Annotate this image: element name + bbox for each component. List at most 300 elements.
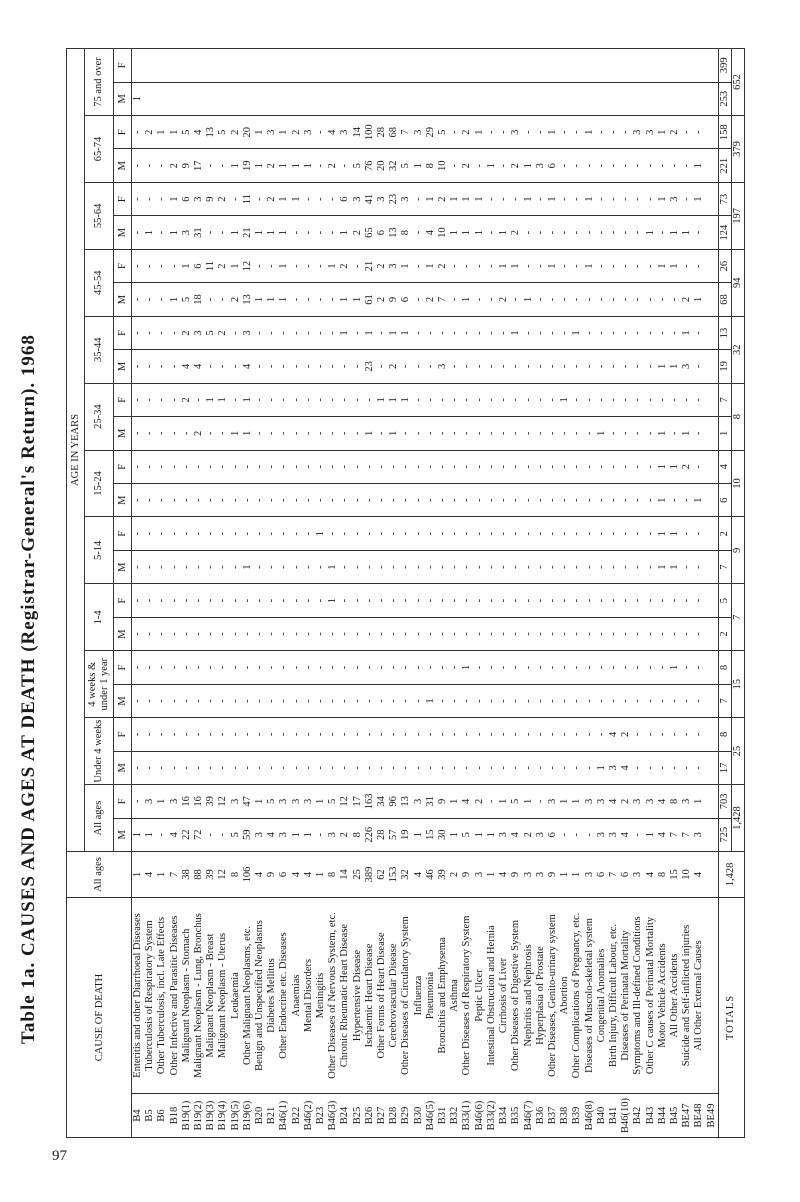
total-by-sex: 2 xyxy=(718,517,731,550)
cell-value: - xyxy=(498,116,510,149)
cell-value: - xyxy=(523,584,535,617)
cell-value: 1 xyxy=(425,684,437,717)
cell-value: - xyxy=(474,450,486,483)
cell-value: - xyxy=(156,383,168,416)
cell-value: - xyxy=(523,617,535,650)
cell-value: - xyxy=(254,651,266,684)
cell-value: 59 xyxy=(242,818,254,851)
cell-value: - xyxy=(400,718,412,751)
cell-value xyxy=(156,82,168,115)
cell-value: - xyxy=(132,684,145,717)
cell-value: - xyxy=(315,350,327,383)
cell-value: - xyxy=(584,450,596,483)
cell-value: - xyxy=(339,718,351,751)
cell-value: - xyxy=(645,584,657,617)
cell-value: 1 xyxy=(291,182,303,215)
cell-value xyxy=(706,651,719,684)
cell-value: - xyxy=(144,584,156,617)
cell-value: - xyxy=(132,249,145,282)
cell-value: - xyxy=(169,383,181,416)
cell-value xyxy=(706,383,719,416)
cell-value xyxy=(693,49,705,83)
cell-value: 1 xyxy=(339,216,351,249)
cell-value xyxy=(535,49,547,83)
cell-value: 1 xyxy=(449,818,461,851)
cell-value: 1 xyxy=(645,216,657,249)
cell-value: - xyxy=(327,651,339,684)
cell-value: 1 xyxy=(681,417,693,450)
cell-value: - xyxy=(693,383,705,416)
cell-value: - xyxy=(315,182,327,215)
cell-value: - xyxy=(291,417,303,450)
age-group-header: 5-14 xyxy=(85,517,114,584)
cell-value: - xyxy=(242,484,254,517)
cause-name: All Other Accidents xyxy=(669,897,681,1093)
all-ages-value: 32 xyxy=(400,851,412,897)
cell-value: 1 xyxy=(425,249,437,282)
cell-value: - xyxy=(571,751,583,784)
table-row xyxy=(669,49,681,1138)
age-group-header: 15-24 xyxy=(85,450,114,517)
cell-value: 3 xyxy=(278,785,290,818)
cell-value: - xyxy=(169,684,181,717)
total-by-sex: 73 xyxy=(718,182,731,215)
cell-value: - xyxy=(596,584,608,617)
cell-value: - xyxy=(205,751,217,784)
cell-value: 4 xyxy=(620,751,632,784)
cell-value xyxy=(205,82,217,115)
cell-value: 163 xyxy=(364,785,376,818)
cell-value: 1 xyxy=(657,350,669,383)
cell-value: - xyxy=(681,149,693,182)
cell-value xyxy=(449,82,461,115)
cell-value xyxy=(181,82,193,115)
all-ages-value: 3 xyxy=(474,851,486,897)
cell-value: 1 xyxy=(364,417,376,450)
cell-value: - xyxy=(620,450,632,483)
cell-value: - xyxy=(315,751,327,784)
cell-value: - xyxy=(156,283,168,316)
cell-value: - xyxy=(596,249,608,282)
cell-value: - xyxy=(584,383,596,416)
cause-code: B46(8) xyxy=(584,1094,596,1138)
cell-value: - xyxy=(474,584,486,617)
cell-value: 3 xyxy=(547,785,559,818)
cell-value: - xyxy=(278,316,290,349)
cell-value: - xyxy=(486,417,498,450)
cell-value: - xyxy=(437,450,449,483)
cell-value: - xyxy=(681,249,693,282)
cell-value: - xyxy=(571,718,583,751)
table-row xyxy=(315,49,327,1138)
cell-value: - xyxy=(535,249,547,282)
cell-value: - xyxy=(632,617,644,650)
cell-value: 41 xyxy=(364,182,376,215)
cell-value: 1 xyxy=(449,182,461,215)
cell-value: - xyxy=(608,249,620,282)
cell-value xyxy=(352,82,364,115)
cell-value: - xyxy=(388,718,400,751)
cell-value: - xyxy=(486,216,498,249)
cell-value: - xyxy=(559,818,571,851)
cause-name: Mental Disorders xyxy=(303,897,315,1093)
cell-value: 13 xyxy=(242,283,254,316)
cell-value: - xyxy=(535,751,547,784)
cell-value: 3 xyxy=(510,116,522,149)
cell-value: - xyxy=(254,417,266,450)
cell-value: 5 xyxy=(461,818,473,851)
cell-value: - xyxy=(242,517,254,550)
cell-value: - xyxy=(461,249,473,282)
cell-value: - xyxy=(523,116,535,149)
cell-value: - xyxy=(291,550,303,583)
cell-value: - xyxy=(498,684,510,717)
cell-value: 7 xyxy=(400,116,412,149)
cell-value: 1 xyxy=(400,383,412,416)
cell-value: - xyxy=(291,249,303,282)
cell-value xyxy=(706,550,719,583)
cell-value: - xyxy=(376,450,388,483)
all-ages-value: 153 xyxy=(388,851,400,897)
cell-value: - xyxy=(571,249,583,282)
cell-value xyxy=(327,82,339,115)
cell-value: 1 xyxy=(657,182,669,215)
cell-value: - xyxy=(681,182,693,215)
cell-value: - xyxy=(339,517,351,550)
cell-value: - xyxy=(449,718,461,751)
total-persons: 25 xyxy=(731,718,744,785)
cell-value: - xyxy=(315,684,327,717)
total-persons: 10 xyxy=(731,450,744,517)
cell-value xyxy=(706,684,719,717)
cause-code: B30 xyxy=(413,1094,425,1138)
cell-value: - xyxy=(266,350,278,383)
cell-value: - xyxy=(608,450,620,483)
cause-name: Anaemias xyxy=(291,897,303,1093)
cell-value: - xyxy=(169,417,181,450)
cell-value: 2 xyxy=(669,116,681,149)
cause-code: B41 xyxy=(608,1094,620,1138)
cell-value: 2 xyxy=(620,785,632,818)
cause-code: B23 xyxy=(315,1094,327,1138)
sex-header-f: F xyxy=(114,249,132,282)
table-row xyxy=(230,49,242,1138)
cell-value: - xyxy=(584,751,596,784)
cell-value: - xyxy=(535,450,547,483)
cell-value: - xyxy=(315,484,327,517)
all-ages-value: 1 xyxy=(132,851,145,897)
cell-value: 3 xyxy=(693,818,705,851)
cell-value: - xyxy=(242,450,254,483)
cell-value: - xyxy=(400,484,412,517)
cell-value: 4 xyxy=(425,216,437,249)
all-ages-value: 4 xyxy=(693,851,705,897)
cell-value: 1 xyxy=(669,350,681,383)
cell-value: 9 xyxy=(437,785,449,818)
cause-name: Other Diseases of Respiratory System xyxy=(461,897,473,1093)
cell-value xyxy=(706,316,719,349)
cell-value: - xyxy=(486,584,498,617)
cell-value: - xyxy=(632,651,644,684)
cell-value: 6 xyxy=(547,149,559,182)
total-by-sex: 13 xyxy=(718,316,731,349)
cell-value: 1 xyxy=(669,651,681,684)
cell-value: - xyxy=(254,249,266,282)
cell-value: - xyxy=(523,684,535,717)
sex-header-f: F xyxy=(114,450,132,483)
cell-value xyxy=(657,82,669,115)
cell-value: 12 xyxy=(339,785,351,818)
mortality-table xyxy=(66,48,745,1138)
cell-value: 2 xyxy=(498,283,510,316)
cell-value: 8 xyxy=(400,216,412,249)
cell-value: 1 xyxy=(498,216,510,249)
cell-value: 4 xyxy=(608,785,620,818)
table-row xyxy=(559,49,571,1138)
total-persons: 94 xyxy=(731,249,744,316)
cell-value: 28 xyxy=(376,818,388,851)
cell-value: - xyxy=(474,751,486,784)
cell-value: - xyxy=(681,383,693,416)
cell-value: 1 xyxy=(388,383,400,416)
cause-code: B6 xyxy=(156,1094,168,1138)
cell-value: - xyxy=(547,751,559,784)
cell-value: 13 xyxy=(205,116,217,149)
cell-value: 1 xyxy=(400,249,412,282)
cell-value: - xyxy=(266,651,278,684)
cell-value xyxy=(291,49,303,83)
cell-value xyxy=(559,49,571,83)
cell-value: - xyxy=(205,818,217,851)
cause-code: B46(7) xyxy=(523,1094,535,1138)
cell-value: 2 xyxy=(217,316,229,349)
cell-value: 22 xyxy=(181,818,193,851)
cell-value: - xyxy=(547,718,559,751)
cell-value: 2 xyxy=(523,818,535,851)
total-persons: 197 xyxy=(731,182,744,249)
cell-value: - xyxy=(510,484,522,517)
cause-name: Other Diseases of Nervous System, etc. xyxy=(327,897,339,1093)
cell-value: 2 xyxy=(169,149,181,182)
cell-value: - xyxy=(596,718,608,751)
cell-value xyxy=(706,249,719,282)
total-by-sex: 158 xyxy=(718,116,731,149)
cell-value: 9 xyxy=(388,283,400,316)
cell-value: - xyxy=(559,350,571,383)
cell-value: 7 xyxy=(437,283,449,316)
cell-value: - xyxy=(327,216,339,249)
cell-value: 3 xyxy=(608,751,620,784)
cell-value: 1 xyxy=(510,249,522,282)
table-row xyxy=(596,49,608,1138)
cell-value: - xyxy=(266,751,278,784)
cell-value: - xyxy=(486,316,498,349)
sex-header-m: M xyxy=(114,149,132,182)
cell-value: 3 xyxy=(352,182,364,215)
cell-value: - xyxy=(547,450,559,483)
cell-value: 1 xyxy=(559,383,571,416)
cell-value: - xyxy=(571,383,583,416)
cell-value: 1 xyxy=(376,383,388,416)
cell-value: 1 xyxy=(230,249,242,282)
cell-value: 3 xyxy=(181,216,193,249)
cause-code: B36 xyxy=(535,1094,547,1138)
cell-value xyxy=(547,82,559,115)
cell-value: 1 xyxy=(559,785,571,818)
sex-header-f: F xyxy=(114,316,132,349)
cell-value xyxy=(144,82,156,115)
cell-value: - xyxy=(132,350,145,383)
cell-value: - xyxy=(657,617,669,650)
cell-value: - xyxy=(364,517,376,550)
cell-value: - xyxy=(657,584,669,617)
cell-value: - xyxy=(132,584,145,617)
cause-code: B31 xyxy=(437,1094,449,1138)
cell-value: - xyxy=(278,550,290,583)
table-row xyxy=(352,49,364,1138)
cell-value: 1 xyxy=(217,383,229,416)
cell-value: - xyxy=(693,417,705,450)
cell-value: 3 xyxy=(303,785,315,818)
cause-name: Other Malignant Neoplasms, etc. xyxy=(242,897,254,1093)
all-ages-value: 62 xyxy=(376,851,388,897)
cell-value: 72 xyxy=(193,818,205,851)
cell-value: 2 xyxy=(217,249,229,282)
sex-header-f: F xyxy=(114,651,132,684)
cell-value: 2 xyxy=(181,316,193,349)
cell-value: - xyxy=(486,249,498,282)
cell-value: - xyxy=(376,617,388,650)
cell-value: - xyxy=(156,818,168,851)
cell-value: - xyxy=(608,350,620,383)
cell-value: - xyxy=(291,484,303,517)
cell-value: - xyxy=(352,316,364,349)
cell-value: - xyxy=(571,149,583,182)
cell-value: - xyxy=(571,450,583,483)
cell-value xyxy=(181,49,193,83)
total-by-sex: 124 xyxy=(718,216,731,249)
sex-header-f: F xyxy=(114,49,132,83)
cell-value: 3 xyxy=(193,182,205,215)
cell-value: - xyxy=(510,350,522,383)
cell-value: - xyxy=(510,584,522,617)
cell-value: - xyxy=(535,617,547,650)
cell-value: - xyxy=(425,450,437,483)
cell-value: - xyxy=(388,684,400,717)
cell-value: - xyxy=(205,417,217,450)
cell-value xyxy=(388,49,400,83)
table-row xyxy=(193,49,205,1138)
cause-code: B39 xyxy=(571,1094,583,1138)
cell-value: - xyxy=(449,517,461,550)
cause-name: Cerebrovascular Disease xyxy=(388,897,400,1093)
cell-value: - xyxy=(608,182,620,215)
cell-value: - xyxy=(376,350,388,383)
cell-value: 3 xyxy=(144,785,156,818)
cell-value: - xyxy=(608,517,620,550)
cell-value: - xyxy=(339,550,351,583)
cell-value: 1 xyxy=(242,417,254,450)
cell-value: - xyxy=(596,450,608,483)
cell-value: - xyxy=(559,517,571,550)
cell-value: - xyxy=(230,617,242,650)
cell-value: - xyxy=(523,517,535,550)
table-row xyxy=(645,49,657,1138)
cell-value: - xyxy=(376,584,388,617)
cell-value: - xyxy=(388,484,400,517)
cell-value: - xyxy=(144,718,156,751)
cell-value: - xyxy=(230,684,242,717)
cell-value: - xyxy=(352,550,364,583)
sex-header-m: M xyxy=(114,550,132,583)
cell-value: - xyxy=(584,417,596,450)
cell-value xyxy=(169,82,181,115)
cell-value: 4 xyxy=(181,350,193,383)
cell-value: - xyxy=(645,316,657,349)
cell-value: - xyxy=(193,684,205,717)
cell-value: - xyxy=(388,550,400,583)
cell-value: - xyxy=(169,584,181,617)
cell-value xyxy=(706,450,719,483)
cell-value: - xyxy=(620,283,632,316)
all-ages-value: 9 xyxy=(461,851,473,897)
cell-value: 3 xyxy=(584,785,596,818)
cell-value: - xyxy=(693,450,705,483)
all-ages-value: 6 xyxy=(278,851,290,897)
cell-value: - xyxy=(474,517,486,550)
cell-value: - xyxy=(413,450,425,483)
cell-value: - xyxy=(498,149,510,182)
cause-code: B26 xyxy=(364,1094,376,1138)
cell-value: - xyxy=(486,684,498,717)
cell-value: - xyxy=(144,316,156,349)
all-ages-value: 14 xyxy=(339,851,351,897)
cell-value: - xyxy=(217,417,229,450)
cell-value: - xyxy=(156,484,168,517)
cell-value: - xyxy=(559,283,571,316)
cell-value: 1 xyxy=(681,216,693,249)
table-row xyxy=(486,49,498,1138)
cause-name: Peptic Ulcer xyxy=(474,897,486,1093)
cause-code: B18 xyxy=(169,1094,181,1138)
cell-value: - xyxy=(632,417,644,450)
cell-value: - xyxy=(217,149,229,182)
cell-value: 2 xyxy=(376,249,388,282)
cell-value: - xyxy=(254,684,266,717)
cell-value: - xyxy=(620,249,632,282)
cell-value: - xyxy=(449,417,461,450)
cell-value: 1 xyxy=(230,417,242,450)
cell-value: - xyxy=(364,651,376,684)
table-row xyxy=(388,49,400,1138)
cell-value: - xyxy=(217,450,229,483)
age-group-header: All ages xyxy=(85,785,114,852)
cell-value: 1 xyxy=(657,450,669,483)
cell-value xyxy=(254,82,266,115)
age-group-header: 55-64 xyxy=(85,182,114,249)
cell-value: - xyxy=(559,116,571,149)
cause-name: Other Tuberculosis, incl. Late Effects xyxy=(156,897,168,1093)
cell-value: 3 xyxy=(596,818,608,851)
cell-value: 1 xyxy=(474,818,486,851)
cell-value: 3 xyxy=(254,818,266,851)
cell-value: - xyxy=(169,249,181,282)
table-row xyxy=(693,49,705,1138)
cell-value: 5 xyxy=(437,116,449,149)
cell-value: - xyxy=(327,718,339,751)
cell-value: - xyxy=(608,216,620,249)
cell-value: 21 xyxy=(242,216,254,249)
